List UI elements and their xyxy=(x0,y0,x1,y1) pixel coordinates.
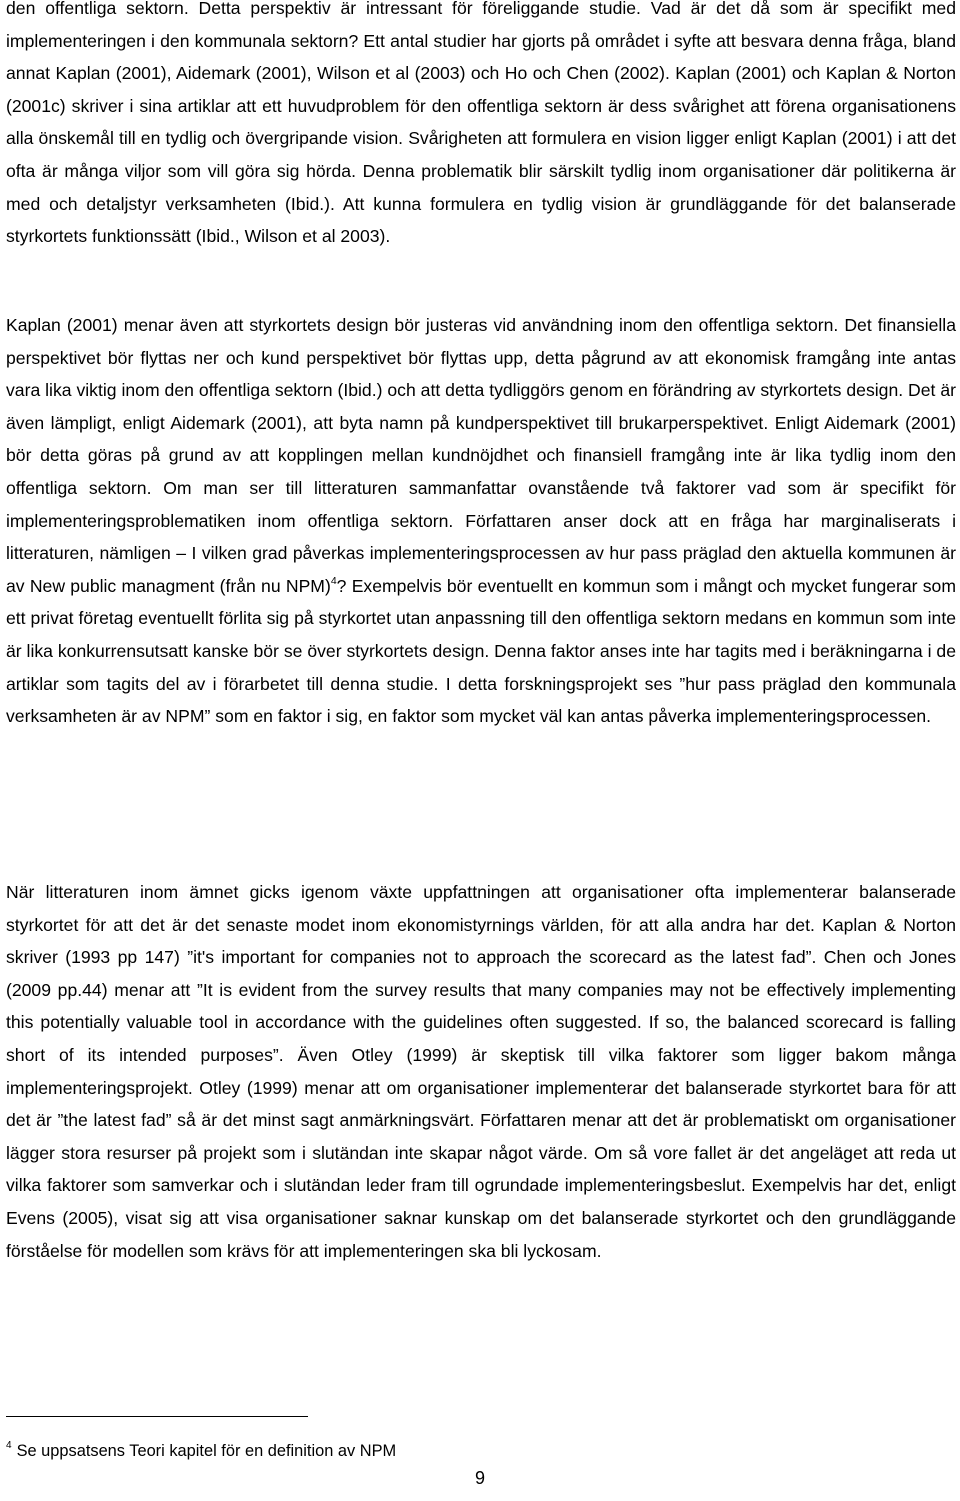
footnote-number: 4 xyxy=(6,1440,12,1451)
footnote xyxy=(6,1434,396,1463)
paragraph-2-text-before-ref: Kaplan (2001) menar även att styrkortets design bör justeras vid användning inom den offentliga sektorn. Det finansiella perspektivet bör flyttas ner och kund perspektivet bör flyttas upp, detta pågrund av att ekonomisk framgång inte antas vara lika viktig inom den offentliga sektorn (Ibid.) och att detta tydliggörs genom en förändring av styrkortets design. Det är även lämpligt, enligt Aidemark (2001), att byta namn på kundperspektivet till brukarperspektivet. Enligt Aidemark (2001) bör detta göras på grund av att kopplingen mellan kundnöjdhet och finansiell framgång inte är lika tydlig inom den offentliga sektorn. Om man ser till litteraturen sammanfattar ovanstående två faktorer vad som är specifikt för implementeringsproblematiken inom offentliga sektorn. Författaren anser dock att en fråga har marginaliserats i litteraturen, nämligen – I vilken grad påverkas implementeringsprocessen av hur pass präglad den aktuella kommunen är av New public managment (från nu NPM) xyxy=(6,315,956,596)
body-paragraph-3: När litteraturen inom ämnet gicks igenom växte uppfattningen att organisationer ofta implementerar balanserade styrkortet för att det är det senaste modet inom ekonomistyrnings världen, för att alla andra har det. Kaplan & Norton skriver (1993 pp 147) ”it's important for companies not to approach the scorecard as the latest fad”. Chen och Jones (2009 pp.44) menar att ”It is evident from the survey results that many companies may not be effectively implementing this potentially valuable tool in accordance with the guidelines often suggested. If so, the balanced scorecard is falling short of its intended purposes”. Även Otley (1999) är skeptisk till vilka faktorer som ligger bakom många implementeringsprojekt. Otley (1999) menar att om organisationer implementerar det balanserade styrkortet bara för att det är ”the latest fad” så är det minst sagt anmärkningsvärt. Författaren menar att det är problematiskt om organisationer lägger stora resurser på projekt som i slutändan inte skapar något värde. Om så vore fallet är det angeläget att reda ut vilka faktorer som samverkar och i slutändan leder fram till ogrundade implementeringsbeslut. Exempelvis har det, enligt Evens (2005), visat sig att visa organisationer saknar kunskap om det balanserade styrkortet och den grundläggande förståelse för modellen som krävs för att implementeringen ska bli lyckosam. xyxy=(6,882,956,1261)
footnote-reference: 4 xyxy=(330,574,337,587)
footnote-text: Se uppsatsens Teori kapitel för en definition av NPM xyxy=(16,1442,397,1460)
page-number: 9 xyxy=(474,1468,485,1488)
footnote-separator xyxy=(6,1416,308,1417)
body-paragraph-2 xyxy=(6,309,956,733)
paragraph-2-text-after-ref: ? Exempelvis bör eventuellt en kommun som i mångt och mycket fungerar som ett privat företag eventuellt förlita sig på styrkortet utan anpassning till den offentliga sektorn medans en kommun som inte är lika konkurrensutsatt kanske bör se över styrkortets design. Denna faktor anses inte har tagits med i beräkningarna i de artiklar som tagits del av i förarbetet till denna studie. I detta forskningsprojekt ses ”hur pass präglad den kommunala verksamheten är av NPM” som en faktor i sig, en faktor som mycket väl kan antas påverka implementeringsprocessen. xyxy=(6,575,957,727)
body-paragraph-1: den offentliga sektorn. Detta perspektiv är intressant för föreliggande studie. Vad är det då som är specifikt med implementeringen i den kommunala sektorn? Ett antal studier har gjorts på området i syfte att besvara denna fråga, bland annat Kaplan (2001), Aidemark (2001), Wilson et al (2003) och Ho och Chen (2002). Kaplan (2001) och Kaplan & Norton (2001c) skriver i sina artiklar att ett huvudproblem för den offentliga sektorn är dess svårighet att förena organisationens alla önskemål till en tydlig och övergripande vision. Svårigheten att formulera en vision ligger enligt Kaplan (2001) i att det ofta är många viljor som vill göra sig hörda. Denna problematik blir särskilt tydlig inom organisationer där politikerna är med och detaljstyr verksamheten (Ibid.). Att kunna formulera en tydlig vision är grundläggande för det balanserade styrkortets funktionssätt (Ibid., Wilson et al 2003). xyxy=(6,0,956,247)
